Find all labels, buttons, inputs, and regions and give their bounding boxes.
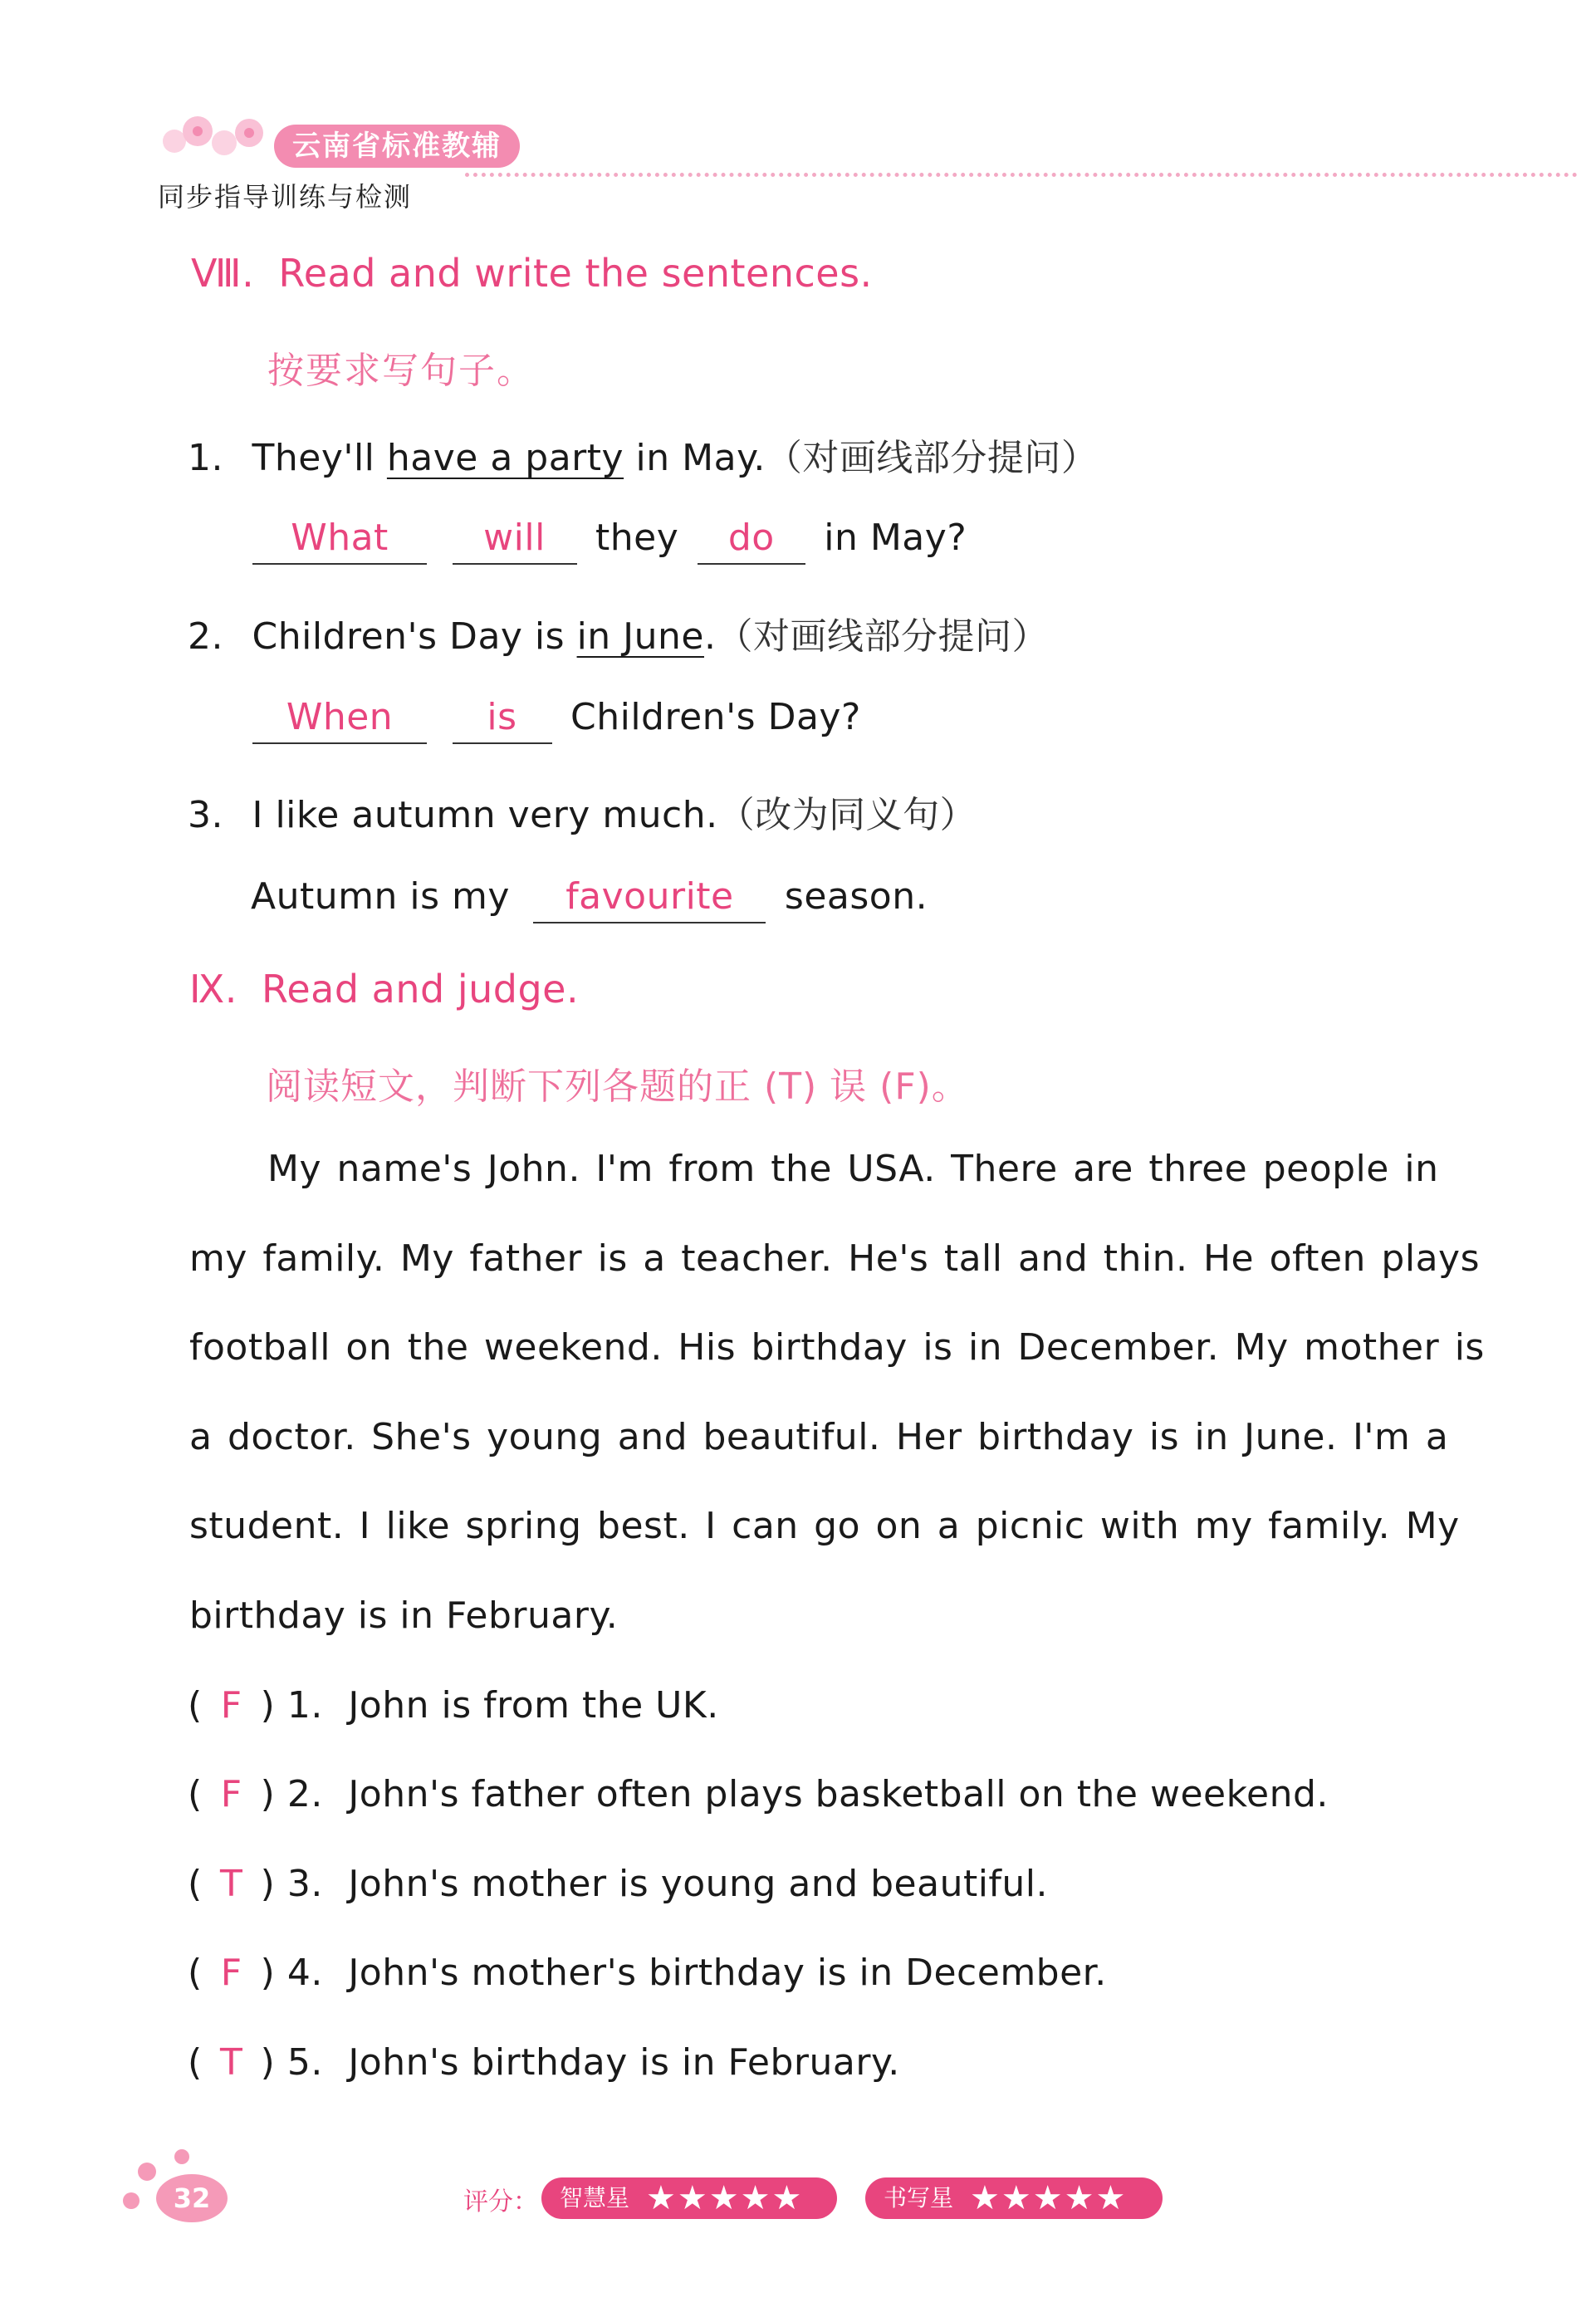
judgment-text: John is from the UK. (348, 1684, 719, 1727)
footer-dot (138, 2163, 156, 2181)
judgment-answer: T (219, 2041, 243, 2084)
judgment-number: 3. (286, 1863, 323, 1905)
judgment-answer: F (220, 1684, 242, 1727)
answer-word: Children's Day? (570, 696, 861, 738)
answer-word: in May? (824, 517, 967, 559)
answer-word: season. (784, 875, 928, 918)
answer-blank: What (252, 518, 427, 565)
header-flower-decoration (158, 108, 274, 166)
judgment-number: 1. (286, 1684, 323, 1727)
star-icon: ★★★★★ (970, 2179, 1128, 2217)
section-8-title: Read and write the sentences. (278, 251, 873, 296)
wisdom-star-label: 智慧星 (560, 2184, 630, 2212)
section-9-title: Read and judge. (261, 967, 580, 1012)
judgment-5: ( T ) 5. John's birthday is in February. (188, 2041, 900, 2084)
book-subtitle: 同步指导训练与检测 (158, 181, 413, 213)
answer-blank: favourite (533, 877, 766, 923)
score-label: 评分： (463, 2187, 538, 2217)
passage-line: My name's John. I'm from the USA. There are three people in (267, 1148, 1439, 1190)
judgment-2: ( F ) 2. John's father often plays basketball on the weekend. (188, 1773, 1329, 1815)
question-number: 3. (188, 794, 223, 836)
passage-line: my family. My father is a teacher. He's tall and thin. He often plays (189, 1237, 1481, 1280)
answer-blank: When (252, 698, 427, 744)
judgment-answer: T (219, 1863, 243, 1905)
underlined-phrase: have a party (386, 437, 624, 479)
brand-title: 云南省标准教辅 (274, 125, 520, 168)
judgment-number: 2. (286, 1773, 323, 1815)
judgment-text: John's mother is young and beautiful. (348, 1863, 1049, 1905)
question-text: I like autumn very much. (252, 794, 718, 836)
section-8-heading (191, 251, 873, 296)
question-text-pre: They'll (252, 437, 387, 479)
answer-1 (246, 517, 967, 565)
section-9-instruction: 阅读短文，判断下列各题的正 (T) 误 (F)。 (266, 1065, 969, 1108)
section-9-numeral: Ⅸ. (189, 967, 237, 1012)
judgment-answer: F (220, 1773, 242, 1815)
question-note: （对画线部分提问） (716, 615, 1049, 658)
question-text-pre: Children's Day is (252, 615, 577, 658)
judgment-number: 4. (286, 1952, 323, 1994)
judgment-3: ( T ) 3. John's mother is young and beautiful. (188, 1863, 1049, 1905)
answer-word: Autumn is my (251, 875, 510, 918)
answer-2 (246, 696, 861, 744)
underlined-phrase: in June (576, 615, 704, 658)
header-dotted-line (465, 173, 1578, 177)
writing-star-label: 书写星 (884, 2184, 954, 2212)
question-2 (188, 606, 1049, 659)
judgment-number: 5. (286, 2041, 323, 2084)
judgment-1: ( F ) 1. John is from the UK. (188, 1684, 719, 1727)
answer-blank: is (453, 698, 552, 744)
writing-star-rating (865, 2177, 1163, 2219)
passage-line: football on the weekend. His birthday is in December. My mother is (189, 1326, 1485, 1369)
answer-blank: do (698, 518, 805, 565)
question-text-post: . (703, 615, 717, 658)
judgment-text: John's birthday is in February. (348, 2041, 900, 2084)
judgment-text: John's father often plays basketball on the weekend. (348, 1773, 1329, 1815)
question-text-post: in May. (624, 437, 766, 479)
passage-line: a doctor. She's young and beautiful. Her birthday is in June. I'm a (189, 1416, 1449, 1458)
question-note: （对画线部分提问） (765, 437, 1099, 479)
judgment-answer: F (220, 1952, 242, 1994)
star-icon: ★★★★★ (646, 2179, 804, 2217)
section-8-numeral: Ⅷ. (191, 251, 255, 296)
judgment-4: ( F ) 4. John's mother's birthday is in December. (188, 1952, 1107, 1994)
answer-word: they (595, 517, 679, 559)
page-number: 32 (173, 2182, 211, 2214)
section-8-instruction: 按要求写句子。 (267, 350, 535, 392)
footer-dot (174, 2149, 189, 2164)
question-note: （改为同义句） (717, 794, 977, 836)
question-3 (188, 785, 977, 838)
question-1 (188, 428, 1098, 481)
passage-line: student. I like spring best. I can go on a picnic with my family. My (189, 1505, 1460, 1547)
footer-dot (123, 2192, 140, 2209)
answer-blank: will (453, 518, 577, 565)
section-9-heading (189, 967, 579, 1012)
wisdom-star-rating (541, 2177, 837, 2219)
passage-line: birthday is in February. (189, 1594, 619, 1637)
question-number: 2. (188, 615, 223, 658)
question-number: 1. (188, 437, 223, 479)
judgment-text: John's mother's birthday is in December. (348, 1952, 1107, 1994)
answer-3 (251, 875, 928, 923)
